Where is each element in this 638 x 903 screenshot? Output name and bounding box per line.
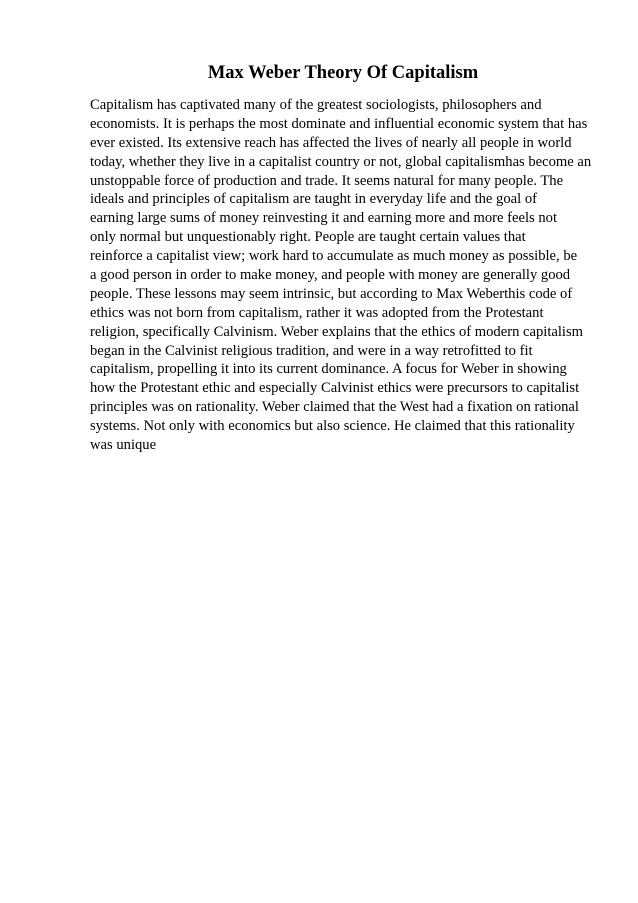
body-line: was unique	[90, 437, 157, 454]
body-line: a good person in order to make money, and people with money are generally good	[90, 267, 571, 284]
body-line: capitalism, propelling it into its current dominance. A focus for Weber in showing	[90, 361, 567, 378]
body-line: earning large sums of money reinvesting it and earning more and more feels not	[90, 210, 557, 227]
body-line: began in the Calvinist religious tradition, and were in a way retrofitted to fit	[90, 342, 533, 359]
body-line: today, whether they live in a capitalist country or not, global capitalismhas become an	[90, 153, 592, 170]
body-line: unstoppable force of production and trade. It seems natural for many people. The	[90, 172, 564, 189]
body-line: people. These lessons may seem intrinsic, but according to Max Weberthis code of	[90, 285, 573, 302]
body-line: ethics was not born from capitalism, rather it was adopted from the Protestant	[90, 304, 544, 321]
body-line: systems. Not only with economics but also science. He claimed that this rationality	[90, 418, 575, 435]
body-line: ideals and principles of capitalism are taught in everyday life and the goal of	[90, 191, 537, 208]
document-title: Max Weber Theory Of Capitalism	[207, 63, 479, 83]
body-line: only normal but unquestionably right. People are taught certain values that	[90, 229, 526, 246]
body-line: principles was on rationality. Weber claimed that the West had a fixation on rational	[90, 399, 579, 416]
body-line: religion, specifically Calvinism. Weber explains that the ethics of modern capitalism	[90, 323, 583, 340]
body-line: ever existed. Its extensive reach has affected the lives of nearly all people in world	[90, 134, 572, 151]
body-line: reinforce a capitalist view; work hard to accumulate as much money as possible, be	[90, 248, 578, 265]
body-line: how the Protestant ethic and especially Calvinist ethics were precursors to capitalist	[90, 380, 580, 397]
document-body	[90, 96, 630, 455]
body-line: economists. It is perhaps the most dominate and influential economic system that has	[90, 115, 588, 132]
body-line: Capitalism has captivated many of the greatest sociologists, philosophers and	[90, 97, 542, 113]
